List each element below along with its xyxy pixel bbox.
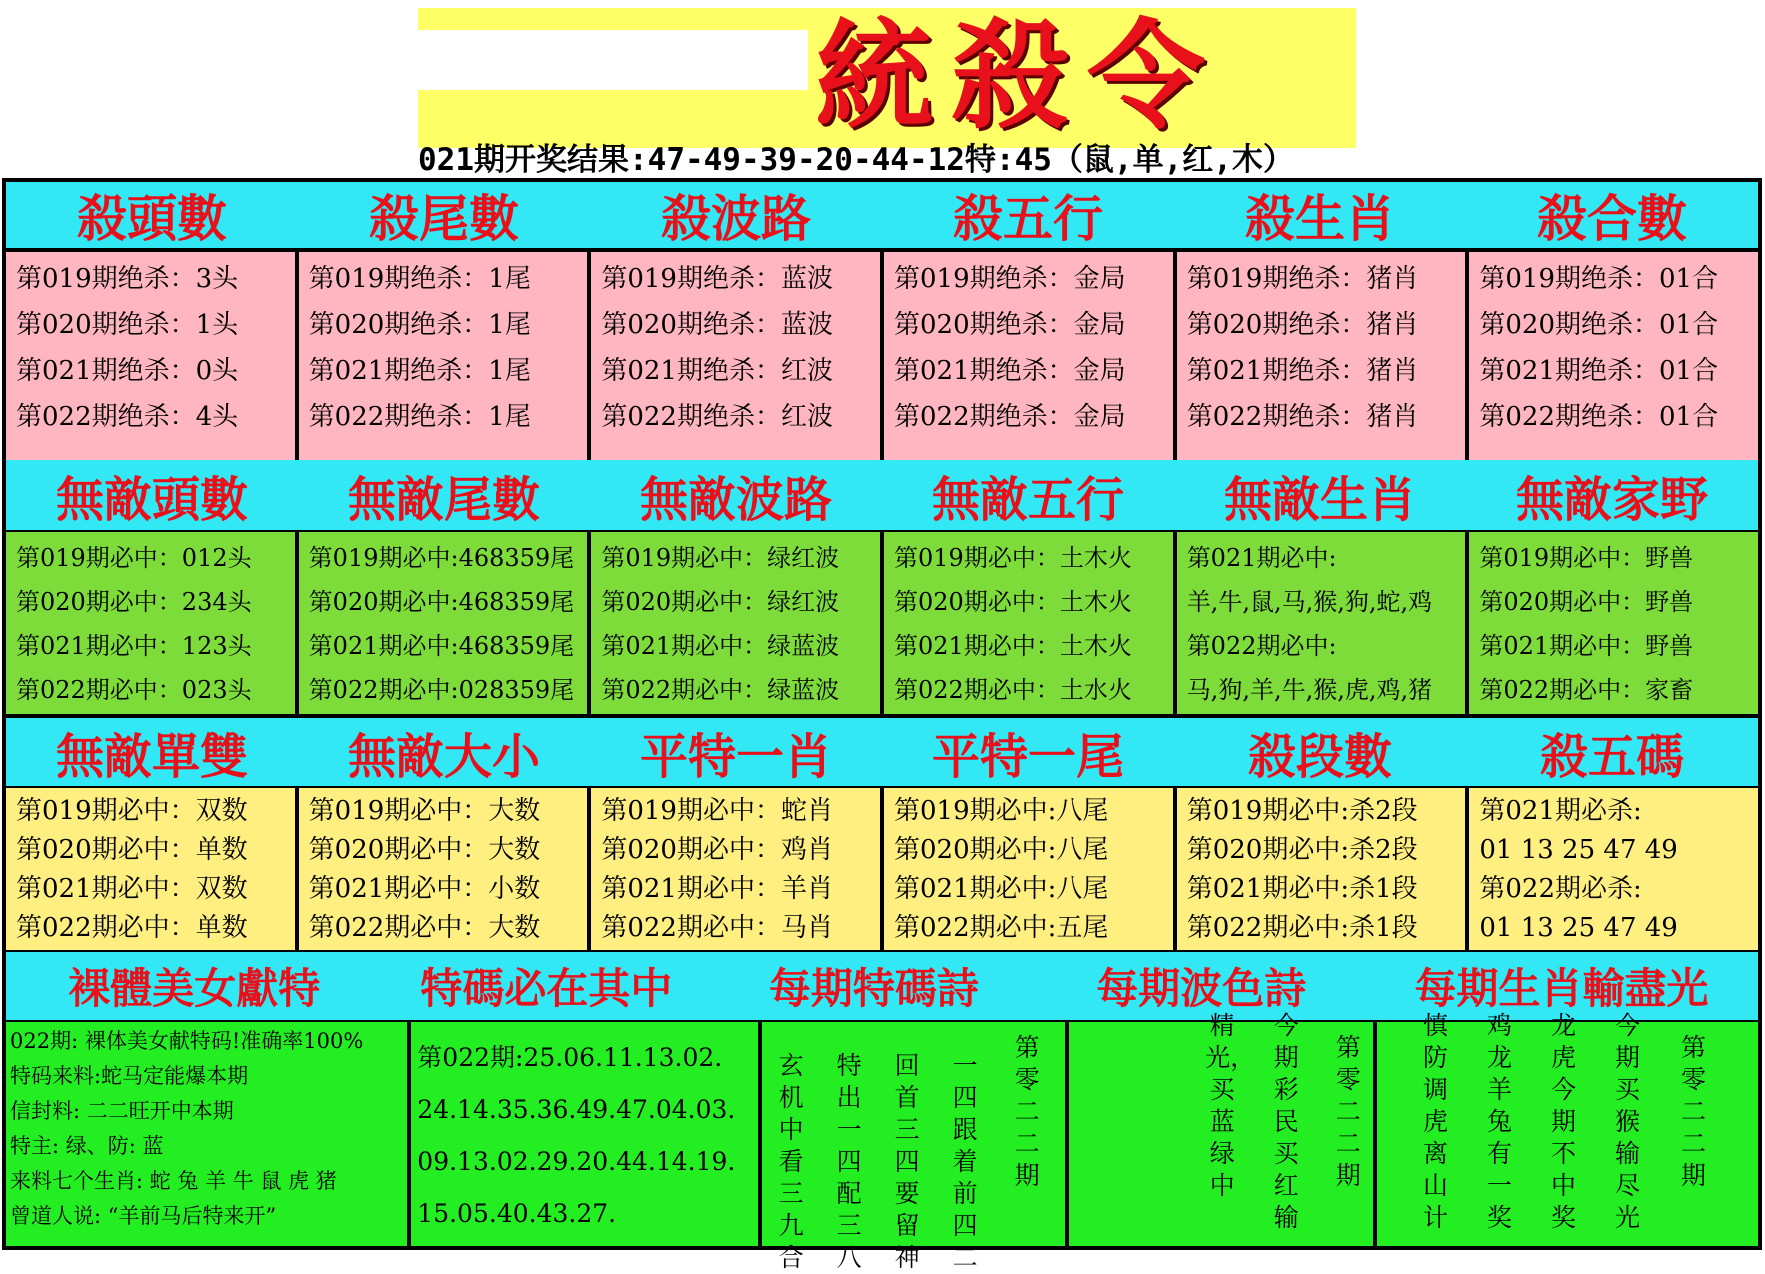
cell-line: 第022期必中:五尾 [894,913,1109,943]
special-poem-cell [762,1022,1069,1272]
poem-column: 第零二二期 [1014,1033,1040,1190]
cell-line: 第020期必中：土木火 [894,588,1132,616]
row2-cell [591,532,884,714]
cell-line: 第020期必中：绿红波 [601,588,840,616]
cell-line: 第021期必杀: [1479,796,1642,826]
row3-cell [299,788,592,950]
cell-line: 第019期必中：土木火 [894,544,1132,572]
header-sure-tail: 無敵尾數 [347,471,540,528]
cell-line: 第021期必中：野兽 [1479,632,1694,660]
cell-line: 第022期绝杀：4头 [16,402,239,432]
cell-line: 第021期必中: [1186,544,1337,572]
cell-line: 第020期必中：野兽 [1479,588,1694,616]
poem-column: 鸡龙羊兔有一奖 [1486,1011,1512,1232]
row2-header [6,460,1758,530]
beauty-line: 022期: 裸体美女献特码!准确率100% [10,1029,364,1053]
cell-line: 第022期必中：家畜 [1479,676,1694,704]
row3-cell [6,788,299,950]
cell-line: 第022期绝杀：金局 [894,402,1126,432]
cell-line: 第021期绝杀：金局 [894,356,1126,386]
cell-line: 第020期绝杀：1头 [16,310,239,340]
page-title: 統殺令 [815,6,1224,145]
header-sure-element: 無敵五行 [931,471,1124,528]
cell-line: 第022期必中：土水火 [894,676,1132,704]
header-kill-wave: 殺波路 [661,189,811,248]
cell-line: 第020期绝杀：猪肖 [1186,310,1419,340]
header-odd-even: 無敵單雙 [55,728,248,785]
header-kill-zodiac: 殺生肖 [1245,189,1395,248]
cell-line: 第019期必中：绿红波 [601,544,840,572]
cell-line: 第021期必中:杀1段 [1186,874,1418,904]
cell-line: 第022期绝杀：猪肖 [1186,402,1419,432]
cell-line: 第019期绝杀：3头 [16,264,239,294]
beauty-cell [6,1022,411,1246]
cell-line: 第019期必中：大数 [308,796,541,826]
cell-line: 第020期绝杀：蓝波 [601,310,833,340]
numbers-line: 15.05.40.43.27. [417,1199,617,1228]
cell-line: 第020期绝杀：金局 [894,310,1126,340]
header-kill-sum: 殺合數 [1537,189,1687,248]
banner-white-patch [418,30,808,90]
header-kill-element: 殺五行 [953,189,1103,248]
cell-line: 第020期必中：单数 [16,835,248,865]
cell-line: 第020期必中:468359尾 [308,588,575,616]
poem-column: 玄机中看三九合 [778,1051,804,1272]
cell-line: 第021期必中：土木火 [894,632,1132,660]
header-sure-domestic-wild: 無敵家野 [1515,471,1708,528]
row2-cell [884,532,1177,714]
cell-line: 第021期必中:468359尾 [308,632,575,660]
cell-line: 第020期绝杀：1尾 [308,310,531,340]
poem-column: 今期彩民买红输 [1273,1011,1299,1232]
poem-column: 慎防调虎离山计 [1422,1011,1448,1232]
cell-line: 第022期绝杀：1尾 [308,402,531,432]
row1-cell [884,252,1177,460]
wave-poem-cell [1069,1011,1376,1246]
header-big-small: 無敵大小 [347,728,540,785]
row2-cell [6,532,299,714]
header-sure-zodiac: 無敵生肖 [1223,471,1416,528]
header-wave-poem: 每期波色詩 [1096,964,1307,1013]
header-kill-five: 殺五碼 [1539,728,1684,785]
cell-line: 第022期必杀: [1479,874,1642,904]
cell-line: 第020期必中:杀2段 [1186,835,1418,865]
cell-line: 第019期绝杀：金局 [894,264,1126,294]
header-one-zodiac: 平特一肖 [639,728,832,785]
cell-line: 第021期绝杀：0头 [16,356,239,386]
cell-line: 第019期必中:468359尾 [308,544,575,572]
cell-line: 马,狗,羊,牛,猴,虎,鸡,猪 [1186,676,1433,704]
row2-cell [1177,532,1470,714]
numbers-line: 24.14.35.36.49.47.04.03. [417,1095,736,1124]
cell-line: 第022期必中：大数 [308,913,541,943]
cell-line: 第021期必中：绿蓝波 [601,632,840,660]
poem-column: 精光，买蓝绿中 [1205,1011,1256,1200]
poem-column: 一四跟着前四二 [952,1051,978,1272]
row3-cell [1177,788,1470,950]
numbers-line: 09.13.02.29.20.44.14.19. [417,1147,736,1176]
cell-line: 第020期必中：234头 [16,588,252,616]
cell-line: 第022期必中：马肖 [601,913,833,943]
numbers-cell [411,1022,762,1246]
cell-line: 第022期必中：绿蓝波 [601,676,840,704]
header-special-in: 特碼必在其中 [420,964,673,1013]
cell-line: 第022期必中：单数 [16,913,248,943]
row3-header [6,718,1758,786]
cell-line: 第019期必中：012头 [16,544,252,572]
poem-column: 第零二二期 [1680,1033,1706,1190]
poem-column: 特出一四配三八 [836,1051,862,1272]
cell-line: 第022期必中:杀1段 [1186,913,1418,943]
poem-column: 第零二二期 [1335,1033,1361,1190]
header-zodiac-poem: 每期生肖輸盡光 [1414,964,1709,1013]
cell-line: 第019期必中:杀2段 [1186,796,1418,826]
beauty-line: 来料七个生肖: 蛇 兔 羊 牛 鼠 虎 猪 [10,1169,337,1193]
cell-line: 第022期绝杀：红波 [601,402,833,432]
beauty-line: 信封料: 二二旺开中本期 [10,1099,234,1123]
cell-line: 第021期绝杀：红波 [601,356,833,386]
cell-line: 第022期必中: [1186,632,1337,660]
row2-cell [1469,532,1758,714]
cell-line: 第022期必中：023头 [16,676,252,704]
cell-line: 第019期必中：双数 [16,796,248,826]
header-kill-tail: 殺尾數 [369,189,519,248]
row3-cell [591,788,884,950]
zodiac-poem-cell [1377,1011,1758,1246]
row1-cells [6,252,1758,460]
numbers-line: 第022期:25.06.11.13.02. [417,1043,723,1072]
cell-line: 第021期必中：小数 [308,874,541,904]
row3-cells [6,788,1758,950]
row1-cell [591,252,884,460]
cell-line: 第021期必中：双数 [16,874,248,904]
header-kill-segment: 殺段數 [1247,728,1392,785]
cell-line: 第020期绝杀：01合 [1479,310,1719,340]
poem-column: 回首三四要留神 [894,1051,920,1272]
header-kill-head: 殺頭數 [77,189,227,248]
cell-line: 第020期必中:八尾 [894,835,1109,865]
row1-cell [6,252,299,460]
poem-column: 龙虎今期不中奖 [1550,1011,1576,1232]
cell-line: 第019期必中：野兽 [1479,544,1694,572]
draw-result: 021期开奖结果:47-49-39-20-44-12特:45（鼠,单,红,木） [418,142,1294,178]
cell-line: 第020期必中：大数 [308,835,541,865]
header-beauty: 裸體美女獻特 [68,964,321,1013]
cell-line: 第019期绝杀：蓝波 [601,264,833,294]
row3-cell [884,788,1177,950]
cell-line: 01 13 25 47 49 [1479,835,1678,865]
cell-line: 羊,牛,鼠,马,猴,狗,蛇,鸡 [1186,588,1433,616]
row3-cell [1469,788,1758,950]
cell-line: 第020期必中：鸡肖 [601,835,833,865]
poem-column: 今期买猴输尽光 [1614,1011,1640,1232]
beauty-line: 特主: 绿、防: 蓝 [10,1134,164,1158]
cell-line: 第019期绝杀：01合 [1479,264,1719,294]
header-sure-head: 無敵頭數 [55,471,248,528]
row1-header [6,182,1758,248]
cell-line: 第022期绝杀：01合 [1479,402,1719,432]
cell-line: 第019期绝杀：猪肖 [1186,264,1419,294]
cell-line: 第021期绝杀：猪肖 [1186,356,1419,386]
cell-line: 第019期绝杀：1尾 [308,264,531,294]
row2-cell [299,532,592,714]
cell-line: 第019期必中:八尾 [894,796,1109,826]
cell-line: 第021期必中：123头 [16,632,252,660]
header-special-poem: 每期特碼詩 [768,964,979,1013]
cell-line: 第021期绝杀：1尾 [308,356,531,386]
header-sure-wave: 無敵波路 [639,471,832,528]
beauty-line: 曾道人说: “羊前马后特来开” [10,1204,277,1228]
row1-cell [1469,252,1758,460]
row4-cells [6,1011,1758,1272]
beauty-line: 特码来料:蛇马定能爆本期 [10,1064,249,1088]
cell-line: 01 13 25 47 49 [1479,913,1678,943]
header-one-tail: 平特一尾 [931,728,1124,785]
cell-line: 第019期必中：蛇肖 [601,796,833,826]
cell-line: 第021期绝杀：01合 [1479,356,1719,386]
cell-line: 第021期必中：羊肖 [601,874,833,904]
row2-cells [6,532,1758,714]
cell-line: 第022期必中:028359尾 [308,676,575,704]
cell-line: 第021期必中:八尾 [894,874,1109,904]
row1-cell [1177,252,1470,460]
row1-cell [299,252,592,460]
